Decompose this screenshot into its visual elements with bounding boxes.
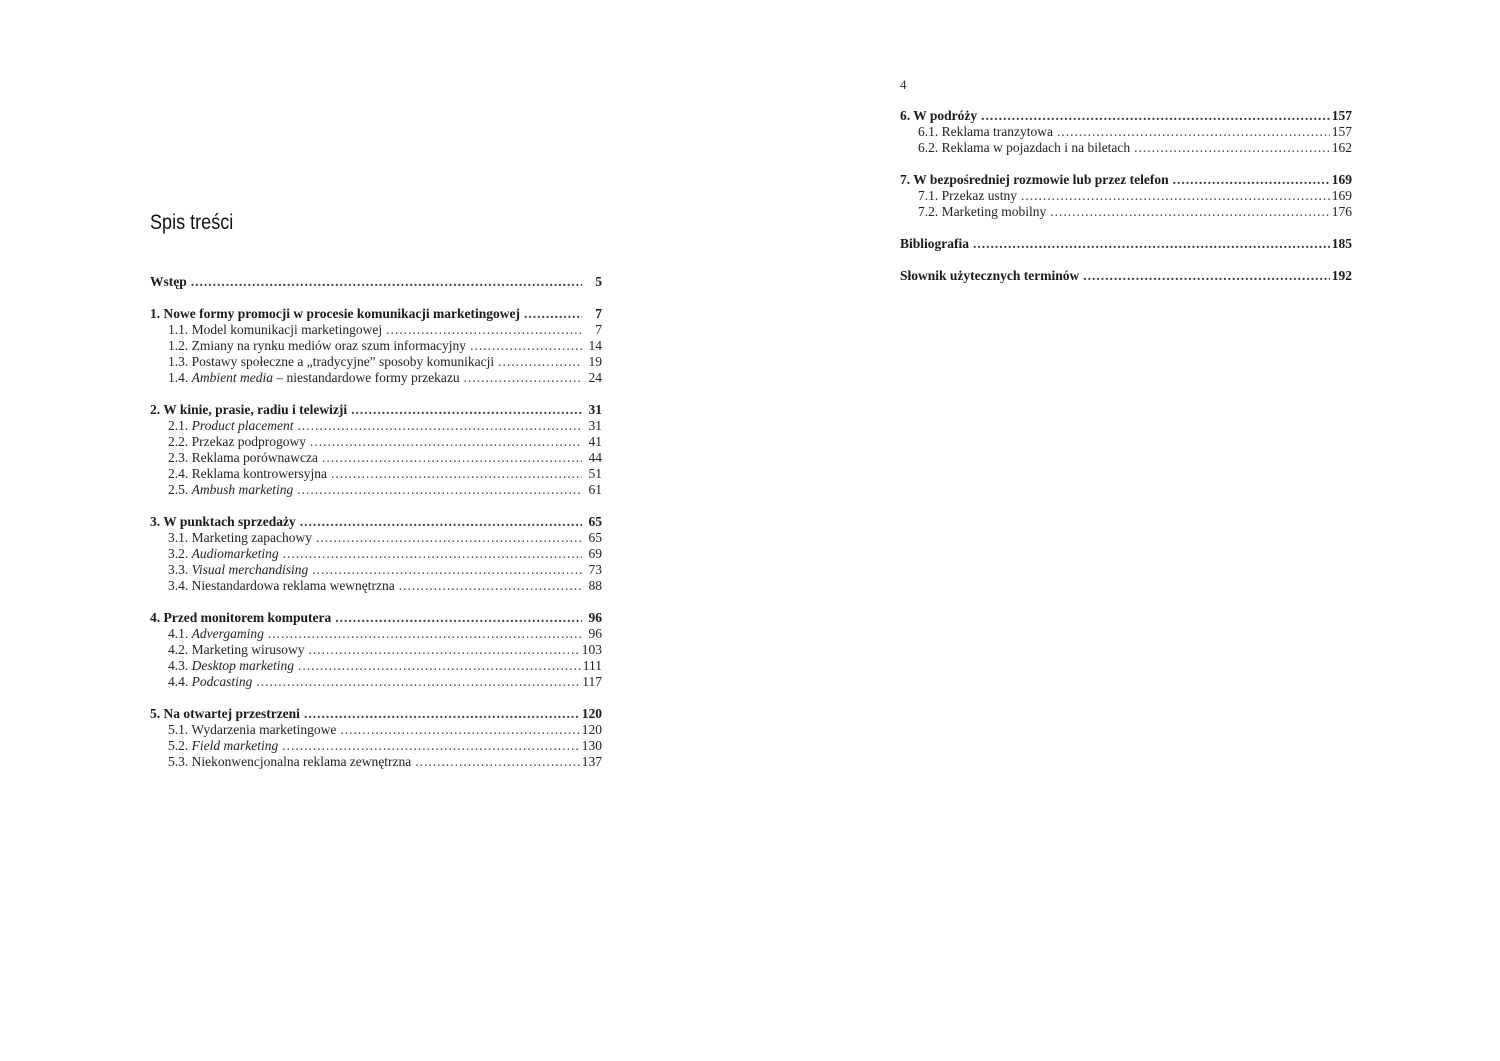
toc-subentry[interactable]: [150, 466, 602, 482]
toc-subentry-title-italic: Podcasting: [191, 674, 253, 689]
toc-subentry-page: 31: [588, 418, 602, 433]
leader-dots: [1083, 268, 1330, 284]
toc-subentry-number: 7.1.: [918, 188, 939, 203]
toc-chapter-label: 1. Nowe formy promocji w procesie komunikacji marketingowej: [150, 306, 520, 321]
toc-chapter-page: 31: [588, 402, 602, 417]
leader-dots: [464, 370, 582, 386]
toc-subentry-title: Reklama porównawcza: [191, 450, 318, 465]
leader-dots: [1021, 188, 1330, 204]
toc-subentry-page: 44: [588, 450, 602, 465]
toc-subentry-title-italic: Ambush marketing: [191, 482, 294, 497]
leader-dots: [304, 706, 580, 722]
toc-chapter-page: 157: [1331, 108, 1352, 123]
toc-subentry-number: 3.4.: [168, 578, 189, 593]
toc-chapter-page: 120: [581, 706, 602, 721]
leader-dots: [312, 562, 582, 578]
toc-subentry[interactable]: [150, 322, 602, 338]
toc-subentry-page: 96: [588, 626, 602, 641]
leader-dots: [331, 466, 582, 482]
toc-subentry[interactable]: [150, 562, 602, 578]
toc-chapter-page: 65: [588, 514, 602, 529]
toc-subentry-title: Zmiany na rynku mediów oraz szum informacyjny: [191, 338, 467, 353]
leader-dots: [470, 338, 582, 354]
toc-subentry[interactable]: [150, 674, 602, 690]
toc-subentry-label: [918, 188, 1017, 204]
toc-chapter-section: [150, 306, 602, 386]
leader-dots: [1173, 172, 1330, 188]
toc-subentry-label: [168, 754, 411, 770]
toc-subentry-label: [168, 434, 306, 450]
toc-subentry-title: Niekonwencjonalna reklama zewnętrzna: [191, 754, 412, 769]
toc-subentry-number: 4.3.: [168, 658, 189, 673]
toc-subentry-title: Przekaz podprogowy: [191, 434, 306, 449]
leader-dots: [399, 578, 582, 594]
toc-intro-section: [150, 274, 602, 290]
toc-subentry-page: 162: [1331, 140, 1352, 155]
toc-subentry-label: [168, 546, 279, 562]
toc-subentry[interactable]: [900, 204, 1352, 220]
toc-subentry-page: 130: [581, 738, 602, 753]
toc-subentry-title-italic: Ambient media: [191, 370, 273, 385]
leader-dots: [386, 322, 582, 338]
toc-subentry-label: [168, 354, 494, 370]
toc-subentry-label: [918, 204, 1046, 220]
leader-dots: [308, 642, 579, 658]
leader-dots: [316, 530, 582, 546]
leader-dots: [300, 514, 582, 530]
toc-subentry-label: [168, 418, 293, 434]
toc-subentry-label: [918, 140, 1130, 156]
toc-subentry-label: [168, 658, 294, 674]
leader-dots: [297, 418, 582, 434]
toc-subentry-number: 6.2.: [918, 140, 939, 155]
page-title: Spis treści: [150, 211, 234, 234]
toc-subentry[interactable]: [150, 418, 602, 434]
toc-subentry-page: 73: [588, 562, 602, 577]
leader-dots: [268, 626, 582, 642]
toc-subentry-page: 103: [581, 642, 602, 657]
toc-subentry-title-italic: Visual merchandising: [191, 562, 309, 577]
toc-subentry-number: 1.3.: [168, 354, 189, 369]
toc-chapter-label: 7. W bezpośredniej rozmowie lub przez telefon: [900, 172, 1169, 187]
toc-subentry-label: [168, 578, 395, 594]
leader-dots: [973, 236, 1330, 252]
toc-entry-label: Wstęp: [150, 274, 187, 289]
toc-subentry[interactable]: [150, 738, 602, 754]
leader-dots: [191, 274, 582, 290]
toc-subentry[interactable]: [150, 642, 602, 658]
toc-entry-intro[interactable]: [150, 274, 602, 290]
toc-subentry-title-italic: Field marketing: [191, 738, 279, 753]
toc-subentry[interactable]: [150, 370, 602, 386]
toc-subentry-title-italic: Audiomarketing: [191, 546, 279, 561]
toc-chapter-label: Słownik użytecznych terminów: [900, 268, 1080, 283]
toc-chapter-page: 185: [1331, 236, 1352, 251]
toc-subentry-number: 4.1.: [168, 626, 189, 641]
toc-subentry[interactable]: [150, 626, 602, 642]
leader-dots: [297, 482, 582, 498]
toc-subentry-number: 2.5.: [168, 482, 189, 497]
toc-chapter-section: [900, 108, 1352, 156]
toc-subentry-label: [168, 370, 460, 386]
toc-subentry-number: 1.1.: [168, 322, 189, 337]
toc-subentry[interactable]: [150, 658, 602, 674]
leader-dots: [415, 754, 579, 770]
toc-subentry[interactable]: [150, 754, 602, 770]
toc-subentry-page: 24: [588, 370, 602, 385]
toc-subentry-number: 6.1.: [918, 124, 939, 139]
toc-subentry-page: 65: [588, 530, 602, 545]
toc-subentry-title: Reklama kontrowersyjna: [191, 466, 327, 481]
toc-subentry[interactable]: [150, 530, 602, 546]
toc-entry-page: 5: [595, 274, 602, 289]
toc-chapter-section: [150, 610, 602, 690]
toc-subentry[interactable]: [150, 578, 602, 594]
toc-subentry-title: Wydarzenia marketingowe: [191, 722, 337, 737]
toc-subentry-number: 5.1.: [168, 722, 189, 737]
toc-subentry[interactable]: [150, 338, 602, 354]
toc-subentry-label: [168, 530, 312, 546]
toc-chapter-label: 4. Przed monitorem komputera: [150, 610, 332, 625]
toc-subentry-title: Model komunikacji marketingowej: [191, 322, 383, 337]
toc-subentry-number: 7.2.: [918, 204, 939, 219]
toc-subentry-number: 1.4.: [168, 370, 189, 385]
leader-dots: [310, 434, 582, 450]
toc-subentry[interactable]: [150, 354, 602, 370]
toc-subentry-label: [168, 722, 336, 738]
leader-dots: [282, 738, 580, 754]
toc-chapter-label: 3. W punktach sprzedaży: [150, 514, 296, 529]
leader-dots: [981, 108, 1330, 124]
leader-dots: [340, 722, 579, 738]
toc-subentry-page: 7: [595, 322, 602, 337]
toc-chapter-entry[interactable]: [900, 236, 1352, 252]
toc-chapter-entry[interactable]: [900, 172, 1352, 188]
toc-subentry-page: 117: [582, 674, 602, 689]
toc-subentry-label: [168, 738, 278, 754]
toc-subentry-number: 4.2.: [168, 642, 189, 657]
toc-subentry-title: Postawy społeczne a „tradycyjne” sposoby komunikacji: [191, 354, 495, 369]
toc-subentry-title: Marketing zapachowy: [191, 530, 312, 545]
toc-subentry[interactable]: [900, 140, 1352, 156]
toc-chapter-section: [150, 706, 602, 770]
toc-chapter-entry[interactable]: [900, 108, 1352, 124]
leader-dots: [351, 402, 582, 418]
toc-chapter-entry[interactable]: [150, 402, 602, 418]
toc-subentry-number: 2.3.: [168, 450, 189, 465]
toc-subentry[interactable]: [150, 546, 602, 562]
toc-chapter-entry[interactable]: [150, 706, 602, 722]
toc-subentry-label: [168, 450, 318, 466]
leader-dots: [335, 610, 582, 626]
toc-subentry-number: 1.2.: [168, 338, 189, 353]
toc-subentry-title: Reklama tranzytowa: [941, 124, 1053, 139]
toc-chapter-entry[interactable]: [150, 306, 602, 322]
toc-subentry[interactable]: [150, 450, 602, 466]
toc-chapter-entry[interactable]: [900, 268, 1352, 284]
toc-chapter-section: [900, 268, 1352, 284]
toc-right-column: [900, 108, 1352, 284]
toc-subentry-label: [918, 124, 1053, 140]
toc-subentry-page: 69: [588, 546, 602, 561]
leader-dots: [298, 658, 581, 674]
toc-chapter-label: 6. W podróży: [900, 108, 978, 123]
toc-subentry[interactable]: [150, 722, 602, 738]
toc-subentry-number: 3.3.: [168, 562, 189, 577]
toc-subentry-page: 19: [588, 354, 602, 369]
toc-subentry-page: 51: [588, 466, 602, 481]
leader-dots: [322, 450, 582, 466]
leader-dots: [1134, 140, 1330, 156]
toc-subentry-label: [168, 674, 252, 690]
page-number: 4: [900, 77, 907, 92]
toc-subentry-page: 61: [588, 482, 602, 497]
toc-chapter-section: [150, 514, 602, 594]
toc-subentry-label: [168, 626, 264, 642]
toc-subentry-title-italic: Advergaming: [191, 626, 264, 641]
leader-dots: [283, 546, 582, 562]
toc-chapter-page: 96: [588, 610, 602, 625]
toc-subentry-number: 3.1.: [168, 530, 189, 545]
toc-subentry-page: 176: [1331, 204, 1352, 219]
toc-subentry[interactable]: [900, 124, 1352, 140]
toc-subentry-label: [168, 338, 466, 354]
toc-subentry-title: Reklama w pojazdach i na biletach: [941, 140, 1131, 155]
toc-chapter-entry[interactable]: [150, 514, 602, 530]
toc-subentry-title: Przekaz ustny: [941, 188, 1017, 203]
leader-dots: [498, 354, 582, 370]
leader-dots: [1050, 204, 1330, 220]
toc-subentry-number: 5.3.: [168, 754, 189, 769]
leader-dots: [524, 306, 582, 322]
toc-subentry-title-italic: Desktop marketing: [191, 658, 294, 673]
toc-subentry-title: – niestandardowe formy przekazu: [272, 370, 460, 385]
toc-subentry-label: [168, 322, 382, 338]
toc-chapter-section: [900, 172, 1352, 220]
toc-subentry-title-italic: Product placement: [191, 418, 294, 433]
toc-subentry-page: 120: [581, 722, 602, 737]
toc-subentry-number: 2.4.: [168, 466, 189, 481]
toc-subentry[interactable]: [150, 482, 602, 498]
toc-subentry-page: 14: [588, 338, 602, 353]
leader-dots: [1057, 124, 1330, 140]
leader-dots: [256, 674, 580, 690]
toc-subentry-number: 5.2.: [168, 738, 189, 753]
toc-chapter-page: 169: [1331, 172, 1352, 187]
toc-subentry-number: 2.2.: [168, 434, 189, 449]
toc-left-column: [150, 274, 602, 770]
toc-subentry-page: 169: [1331, 188, 1352, 203]
toc-subentry-title: Marketing wirusowy: [191, 642, 305, 657]
toc-chapter-page: 192: [1331, 268, 1352, 283]
toc-subentry-label: [168, 562, 308, 578]
toc-chapter-section: [900, 236, 1352, 252]
toc-chapter-page: 7: [595, 306, 602, 321]
toc-subentry-label: [168, 642, 304, 658]
toc-chapter-label: 5. Na otwartej przestrzeni: [150, 706, 300, 721]
toc-subentry-title: Marketing mobilny: [941, 204, 1047, 219]
toc-subentry-label: [168, 482, 293, 498]
toc-subentry-label: [168, 466, 327, 482]
toc-subentry-page: 111: [582, 658, 602, 673]
toc-subentry-page: 137: [581, 754, 602, 769]
toc-subentry-number: 4.4.: [168, 674, 189, 689]
toc-subentry-number: 2.1.: [168, 418, 189, 433]
toc-subentry[interactable]: [150, 434, 602, 450]
toc-subentry[interactable]: [900, 188, 1352, 204]
toc-chapter-label: Bibliografia: [900, 236, 970, 251]
toc-subentry-title: Niestandardowa reklama wewnętrzna: [191, 578, 395, 593]
toc-chapter-section: [150, 402, 602, 498]
toc-subentry-page: 88: [588, 578, 602, 593]
toc-chapter-label: 2. W kinie, prasie, radiu i telewizji: [150, 402, 348, 417]
toc-subentry-page: 41: [588, 434, 602, 449]
toc-subentry-page: 157: [1331, 124, 1352, 139]
toc-subentry-number: 3.2.: [168, 546, 189, 561]
toc-chapter-entry[interactable]: [150, 610, 602, 626]
